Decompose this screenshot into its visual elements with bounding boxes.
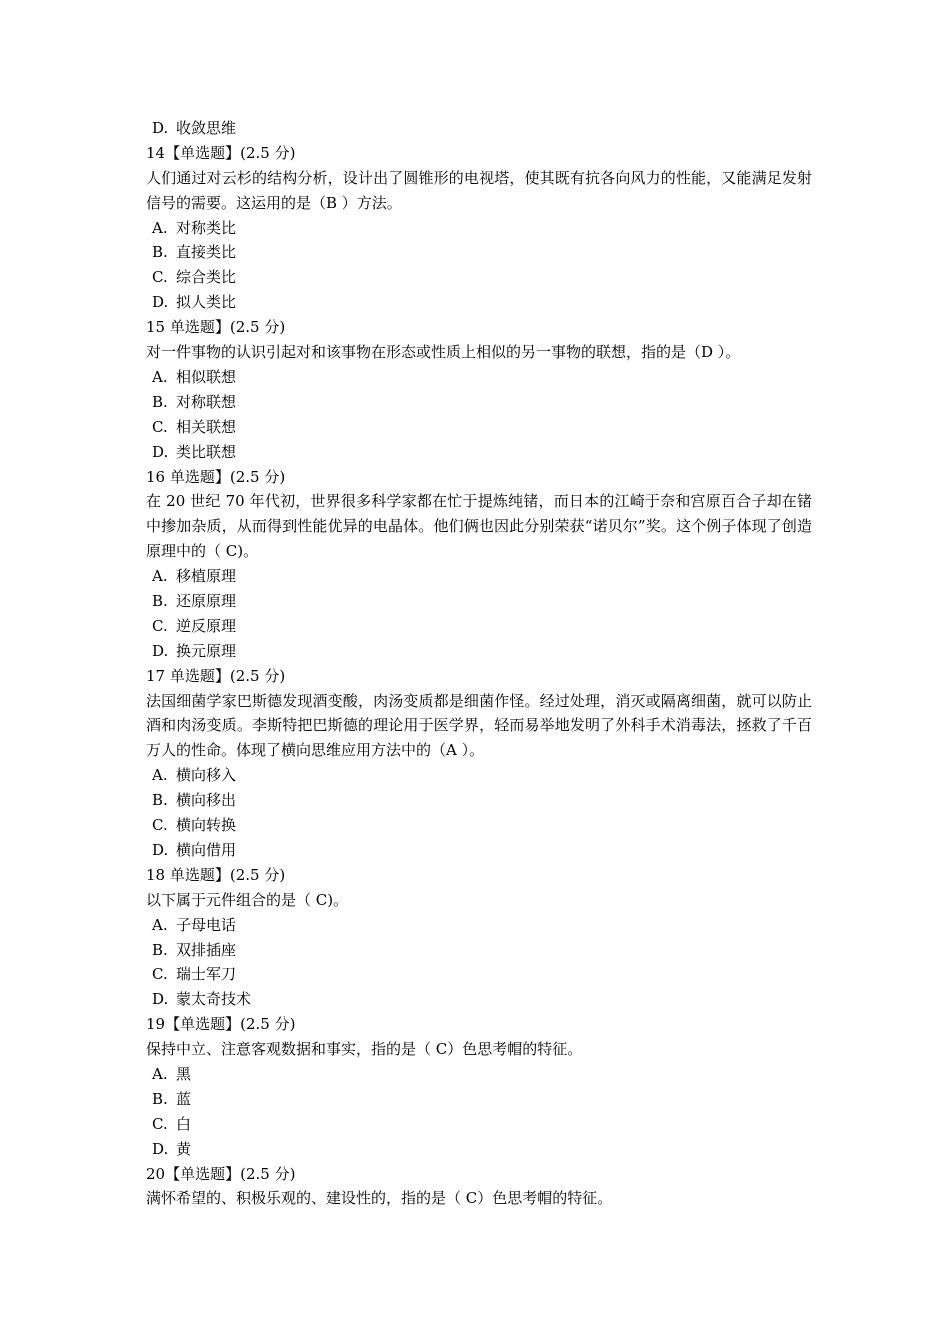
option-letter: A. xyxy=(152,218,168,237)
option-letter: B. xyxy=(152,243,168,262)
option-text: 直接类比 xyxy=(176,243,237,262)
option-letter: B. xyxy=(152,791,168,810)
option-letter: D. xyxy=(152,293,169,312)
answer-option xyxy=(146,1137,812,1162)
answer-option xyxy=(146,240,812,265)
option-text: 子母电话 xyxy=(176,915,237,934)
option-letter: B. xyxy=(152,1089,168,1108)
option-text: 横向移入 xyxy=(176,766,237,785)
option-letter: A. xyxy=(152,915,168,934)
answer-option xyxy=(146,290,812,315)
question-text: 法国细菌学家巴斯德发现酒变酸，肉汤变质都是细菌作怪。经过处理，消灭或隔离细菌，就可以防止酒和肉汤变质。李斯特把巴斯德的理论用于医学界，轻而易举地发明了外科手术消毒法，拯救了千百万人的性命。体现了横向思维应用方法中的（A ）。 xyxy=(146,691,812,760)
answer-option xyxy=(146,962,812,987)
option-letter: C. xyxy=(152,1114,168,1133)
answer-option xyxy=(146,639,812,664)
option-letter: B. xyxy=(152,592,168,611)
option-letter: C. xyxy=(152,965,168,984)
option-text: 白 xyxy=(176,1114,192,1133)
option-letter: D. xyxy=(152,840,169,859)
option-text: 横向转换 xyxy=(176,816,237,835)
option-text: 横向移出 xyxy=(176,791,237,810)
question-text: 保持中立、注意客观数据和事实，指的是（ C）色思考帽的特征。 xyxy=(146,1040,583,1059)
question-header: 18 单选题】(2.5 分) xyxy=(146,865,286,884)
option-letter: C. xyxy=(152,417,168,436)
answer-option xyxy=(146,440,812,465)
option-text: 黄 xyxy=(176,1139,192,1158)
option-text: 收敛思维 xyxy=(176,119,237,137)
answer-option xyxy=(146,564,812,589)
question-text: 人们通过对云杉的结构分析，设计出了圆锥形的电视塔，使其既有抗各向风力的性能，又能满足发射信号的需要。这运用的是（B ）方法。 xyxy=(146,168,812,212)
option-text: 双排插座 xyxy=(176,940,237,959)
option-letter: B. xyxy=(152,940,168,959)
option-letter: D. xyxy=(152,641,169,660)
question-header: 14【单选题】(2.5 分) xyxy=(146,143,296,162)
answer-option xyxy=(146,415,812,440)
option-text: 相似联想 xyxy=(176,367,237,386)
option-text: 蒙太奇技术 xyxy=(176,990,252,1009)
question-header: 17 单选题】(2.5 分) xyxy=(146,666,286,685)
option-text: 类比联想 xyxy=(176,442,237,461)
question-text: 满怀希望的、积极乐观的、建设性的，指的是（ C）色思考帽的特征。 xyxy=(146,1189,613,1208)
answer-option xyxy=(146,365,812,390)
option-letter: A. xyxy=(152,567,168,586)
option-text: 对称类比 xyxy=(176,218,237,237)
answer-option xyxy=(146,1112,812,1137)
option-letter: A. xyxy=(152,1065,168,1084)
question-header: 15 单选题】(2.5 分) xyxy=(146,318,286,337)
option-letter: D. xyxy=(152,1139,169,1158)
option-letter: D. xyxy=(152,990,169,1009)
option-text: 换元原理 xyxy=(176,641,237,660)
answer-option xyxy=(146,1062,812,1087)
option-letter: A. xyxy=(152,367,168,386)
option-text: 瑞士军刀 xyxy=(176,965,237,984)
option-text: 综合类比 xyxy=(176,268,237,287)
question-header: 19【单选题】(2.5 分) xyxy=(146,1015,296,1034)
option-letter: C. xyxy=(152,816,168,835)
option-text: 拟人类比 xyxy=(176,293,237,312)
option-text: 相关联想 xyxy=(176,417,237,436)
answer-option xyxy=(146,265,812,290)
answer-option xyxy=(146,390,812,415)
question-header: 20【单选题】(2.5 分) xyxy=(146,1164,296,1183)
option-text: 移植原理 xyxy=(176,567,237,586)
option-letter: C. xyxy=(152,616,168,635)
answer-option xyxy=(146,813,812,838)
question-header: 16 单选题】(2.5 分) xyxy=(146,467,286,486)
question-text: 以下属于元件组合的是（ C)。 xyxy=(146,890,349,909)
answer-option xyxy=(146,614,812,639)
option-text: 还原原理 xyxy=(176,592,237,611)
question-text: 在 20 世纪 70 年代初，世界很多科学家都在忙于提炼纯锗，而日本的江崎于奈和宫原百合子却在锗中掺加杂质，从而得到性能优异的电晶体。他们俩也因此分别荣获“诺贝尔”奖。这个例子体现了创造原理中的（ C)。 xyxy=(146,492,812,561)
option-letter: C. xyxy=(152,268,168,287)
option-text: 蓝 xyxy=(176,1089,192,1108)
answer-option xyxy=(146,838,812,863)
answer-option xyxy=(146,788,812,813)
answer-option xyxy=(146,763,812,788)
option-text: 对称联想 xyxy=(176,392,237,411)
answer-option xyxy=(146,987,812,1012)
option-letter: B. xyxy=(152,392,168,411)
option-letter: A. xyxy=(152,766,168,785)
option-text: 黑 xyxy=(176,1065,192,1084)
option-letter: D. xyxy=(152,119,169,137)
option-text: 横向借用 xyxy=(176,840,237,859)
answer-option xyxy=(146,589,812,614)
answer-option xyxy=(146,116,812,141)
question-text: 对一件事物的认识引起对和该事物在形态或性质上相似的另一事物的联想，指的是（D ）。 xyxy=(146,343,741,362)
answer-option xyxy=(146,1087,812,1112)
answer-option xyxy=(146,913,812,938)
answer-option xyxy=(146,938,812,963)
option-letter: D. xyxy=(152,442,169,461)
document-page xyxy=(146,116,812,1211)
answer-option xyxy=(146,216,812,241)
option-text: 逆反原理 xyxy=(176,616,237,635)
